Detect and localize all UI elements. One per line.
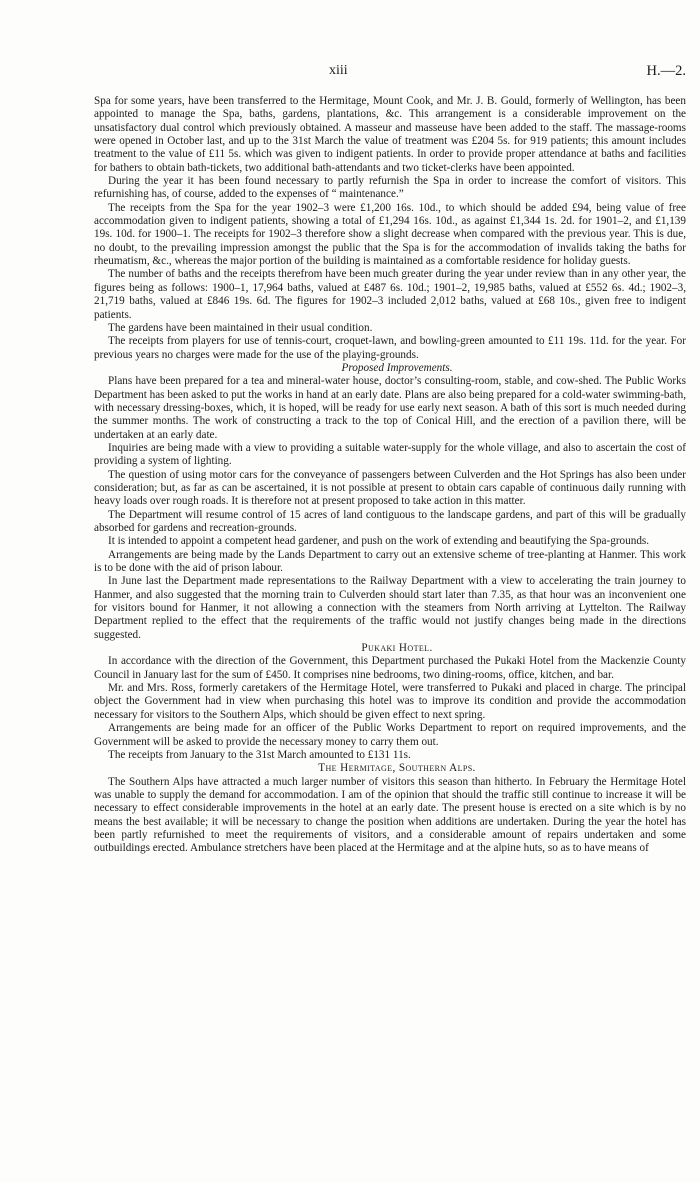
paragraph: The question of using motor cars for the conveyance of passengers between Culverden and the Hot Springs has also been under consideration; but, as far as can be ascertained, it is not possible at present to obtain cars capable of continuous daily running with heavy loads over rough roads. It is therefore not at present proposed to take action in this matter. (94, 468, 686, 508)
paragraph: It is intended to appoint a competent head gardener, and push on the work of extending and beautifying the Spa-grounds. (108, 535, 650, 548)
paragraph: The Southern Alps have attracted a much larger number of visitors this season than hitherto. In February the Hermitage Hotel was unable to supply the demand for accommodation. I am of the opinion that should the traffic still continue to increase it will be necessary to effect considerable improvements in the hotel at an early date. The present house is erected on a site which is by no means the best available; it will be necessary to change the position when additions are undertaken. During the year the hotel has been partly refurnished to meet the requirements of visitors, and a considerable amount of repairs undertaken and some outbuildings erected. Ambulance stretchers have been placed at the Hermitage and at the alpine huts, so as to have means of (94, 775, 686, 855)
paragraph: The receipts from January to the 31st March amounted to £131 11s. (108, 748, 411, 761)
section-heading-pukaki-hotel: Pukaki Hotel. (361, 642, 433, 655)
section-heading-hermitage: The Hermitage, Southern Alps. (318, 762, 476, 775)
paragraph: Inquiries are being made with a view to providing a suitable water-supply for the whole village, and also to ascertain the cost of providing a system of lighting. (94, 441, 686, 468)
paragraph: The number of baths and the receipts therefrom have been much greater during the year under review than in any other year, the figures being as follows: 1900–1, 17,964 baths, valued at £487 6s. 10d.; 1901–2, 19,985 baths, valued at £552 6s. 4d.; 1902–3, 21,719 baths, valued at £846 19s. 6d. The figures for 1902–3 included 2,012 baths, valued at £68 10s., given free to indigent patients. (94, 268, 686, 321)
paragraph: In accordance with the direction of the Government, this Department purchased the Pukaki Hotel from the Mackenzie County Council in January last for the sum of £450. It comprises nine bedrooms, two dining-rooms, office, kitchen, and bar. (94, 655, 686, 681)
paragraph: The Department will resume control of 15 acres of land contiguous to the landscape gardens, and part of this will be gradually absorbed for gardens and recreation-grounds. (94, 508, 686, 534)
paragraph: During the year it has been found necessary to partly refurnish the Spa in order to increase the comfort of visitors. This refurnishing has, of course, added to the expenses of “ maintenance.” (94, 175, 686, 201)
paragraph: The receipts from the Spa for the year 1902–3 were £1,200 16s. 10d., to which should be added £94, being value of free accommodation given to indigent patients, showing a total of £1,294 16s. 10d., as against £1,344 1s. 2d. for 1901–2, and £1,139 19s. 10d. for 1900–1. The receipts for 1902–3 therefore show a slight decrease when compared with the previous year. This is due, no doubt, to the prevailing impression amongst the public that the Spa is for the accommodation of invalids taking the baths for rheumatism, &c., whereas the major portion of the building is maintained as a comfortable residence for holiday guests. (94, 201, 686, 268)
document-reference: H.—2. (646, 63, 686, 79)
page-header (0, 63, 700, 83)
section-heading-proposed-improvements: Proposed Improvements. (341, 361, 453, 374)
paragraph: The receipts from players for use of tennis-court, croquet-lawn, and bowling-green amounted to £11 19s. 11d. for the year. For previous years no charges were made for the use of the playing-grounds. (94, 335, 686, 361)
report-body (94, 95, 686, 856)
paragraph: Plans have been prepared for a tea and mineral-water house, doctor’s consulting-room, stable, and cow-shed. The Public Works Department has been asked to put the works in hand at an early date. Plans are also being prepared for a cold-water swimming-bath, with necessary dressing-boxes, which, it is hoped, will be ready for use early next season. A bath of this sort is much needed during the summer months. The work of constructing a track to the top of Conical Hill, and the erection of a pavilion there, will be undertaken at an early date. (94, 375, 686, 441)
paragraph: The gardens have been maintained in their usual condition. (108, 321, 373, 334)
paragraph: Arrangements are being made for an officer of the Public Works Department to report on required improvements, and the Government will be asked to provide the necessary money to carry them out. (94, 722, 686, 748)
paragraph: Mr. and Mrs. Ross, formerly caretakers of the Hermitage Hotel, were transferred to Pukaki and placed in charge. The principal object the Government had in view when purchasing this hotel was to improve its condition and provide the accommodation necessary for visitors to the Southern Alps, which should be given effect to next spring. (94, 682, 686, 721)
paragraph: Arrangements are being made by the Lands Department to carry out an extensive scheme of tree-planting at Hanmer. This work is to be done with the aid of prison labour. (94, 548, 686, 575)
page-number: xiii (329, 63, 348, 78)
paragraph: In June last the Department made representations to the Railway Department with a view to accelerating the train journey to Hanmer, and also suggested that the morning train to Culverden should start later than 7.35, as that hour was an inconvenient one for visitors bound for Hanmer, it not allowing a connection with the steamers from North arriving at Lyttelton. The Railway Department replied to the effect that the requirements of the traffic would not justify changes being made in the directions suggested. (94, 575, 686, 641)
paragraph: Spa for some years, have been transferred to the Hermitage, Mount Cook, and Mr. J. B. Gould, formerly of Wellington, has been appointed to manage the Spa, baths, gardens, plantations, &c. This arrangement is a considerable improvement on the unsatisfactory dual control which previously obtained. A masseur and masseuse have been added to the staff. The massage-rooms were opened in October last, and up to the 31st March the value of treatment was £204 5s. for 919 patients; this amount includes treatment to the value of £11 5s. which was given to indigent patients. In order to provide proper attendance at baths and facilities for bathers to obtain bath-tickets, two additional bath-attendants and two ticket-clerks have been appointed. (94, 95, 686, 174)
